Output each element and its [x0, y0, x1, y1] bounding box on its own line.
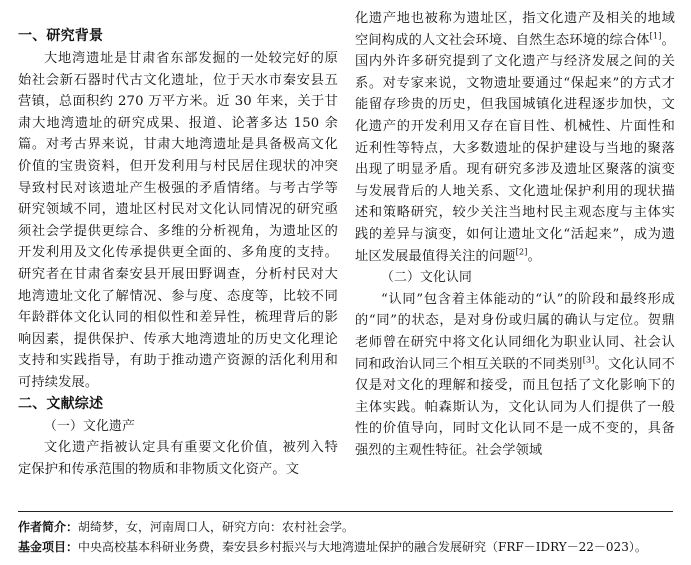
- citation-1: [1]: [649, 31, 662, 41]
- fund-note: [18, 537, 673, 557]
- fund-text: 中央高校基本科研业务费，秦安县乡村振兴与大地湾遗址保护的融合发展研究（FRF－IDRY－22－023）。: [78, 540, 647, 554]
- subheading-cultural-identity: （二）文化认同: [381, 270, 472, 286]
- subheading-cultural-heritage: （一）文化遗产: [44, 418, 135, 434]
- paragraph-background: 大地湾遗址是甘肃省东部发掘的一处较完好的原始社会新石器时代古文化遗址，位于天水市秦安县五营镇，总面积约 270 万平方米。近 30 年来，关于甘肃大地湾遗址的研究成果、报道、论著多达 150 余篇。对考古界来说，甘肃大地湾遗址是具备极高文化价值的宝贵资料，但开发利用与村民居住现状的冲突导致村民对该遗址产生极强的矛盾情绪。与考古学等研究领域不同，遗址区村民对文化认同情况的研究亟须社会学提供更综合、多维的分析视角，为遗址区的开发利用及文化传承提供更全面的、多角度的支持。研究者在甘肃省秦安县开展田野调查，分析村民对大地湾遗址文化了解情况、参与度、态度等，比较不同年龄群体文化认同的相似性和差异性，梳理背后的影响因素，提供保护、传承大地湾遗址的历史文化理论支持和实践指导，有助于推动遗产资源的活化利用和可持续发展。: [18, 51, 338, 390]
- footnote-divider: [18, 511, 673, 512]
- section-heading-literature-review: 二、文献综述: [18, 395, 104, 412]
- citation-2: [2]: [515, 247, 528, 257]
- text-run: 。: [527, 248, 541, 264]
- section-heading-background: 一、研究背景: [18, 28, 104, 44]
- text-run: 化遗产地也被称为遗址区，指文化遗产及相关的地域空间构成的人文社会环境、自然生态环境的综合体: [355, 11, 675, 48]
- paragraph-cultural-identity: [355, 289, 675, 462]
- author-note: [18, 517, 673, 537]
- right-column: [355, 8, 675, 461]
- author-label: 作者简介：: [18, 520, 79, 534]
- fund-label: 基金项目：: [18, 540, 79, 554]
- author-text: 胡绮梦，女，河南周口人，研究方向：农村社会学。: [78, 520, 355, 534]
- text-run: 。国内外许多研究提到了文化遗产与经济发展之间的关系。对专家来说，文物遗址要通过“保起来”的方式才能留存珍贵的历史，但我国城镇化进程逐步加快，文化遗产的开发利用又存在盲目性、机械性、片面性和近利性等特点，大多数遗址的保护建设与当地的聚落出现了明显矛盾。现有研究多涉及遗址区聚落的演变与发展背后的人地关系、文化遗址保护利用的现状描述和策略研究，较少关注当地村民主观态度与主体实践的差异与演变，如何让遗址文化“活起来”，成为遗址区发展最值得关注的问题: [355, 32, 676, 264]
- text-run: “认同”包含着主体能动的“认”的阶段和最终形成的“同”的状态，是对身份或归属的确认与定位。贺鼎老师曾在研究中将文化认同细化为职业认同、社会认同和政治认同三个相互关联的不同类别: [355, 291, 675, 372]
- paragraph-cultural-heritage-start: 文化遗产指被认定具有重要文化价值，被列入特定保护和传承范围的物质和非物质文化资产。文: [18, 440, 338, 477]
- footnotes: [18, 517, 673, 557]
- paragraph-cultural-heritage-cont: [355, 8, 675, 267]
- text-run: 。文化认同不仅是对文化的理解和接受，而且包括了文化影响下的主体实践。帕森斯认为，文化认同为人们提供了一般性的价值导向，同时文化认同不是一成不变的，具备强烈的主观性特征。社会学领域: [355, 356, 676, 458]
- citation-3: [3]: [582, 355, 595, 365]
- left-column: [18, 26, 338, 480]
